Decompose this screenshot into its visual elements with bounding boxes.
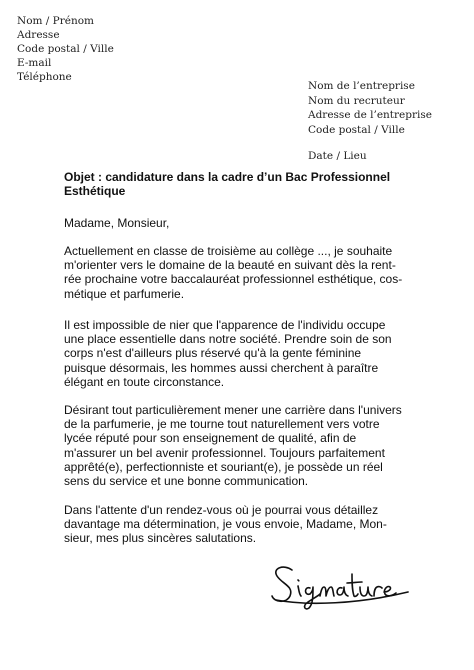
paragraph-line: Désirant tout particulièrement mener une carrière dans l'univers	[64, 403, 402, 417]
paragraph-line: m'assurer un bel avenir professionnel. Toujours parfaitement	[64, 445, 385, 460]
paragraph-4	[64, 503, 416, 546]
sender-address: Adresse	[17, 29, 60, 41]
paragraph-line: Dans l'attente d'un rendez-vous où je pourrai vous détaillez	[64, 503, 379, 517]
subject-line-1: Objet : candidature dans la cadre d’un Bac Professionnel	[64, 170, 391, 184]
handwritten-signature	[268, 556, 418, 612]
paragraph-1	[64, 244, 416, 301]
paragraph-line: métique et parfumerie.	[64, 286, 185, 301]
sender-email: E-mail	[17, 57, 52, 69]
paragraph-line: rée prochaine votre baccalauréat professionnel esthétique, cos-	[64, 272, 403, 287]
paragraph-line: sens du service et une bonne communication.	[64, 474, 309, 489]
subject-line	[64, 170, 424, 198]
salutation: Madame, Monsieur,	[64, 216, 170, 230]
sender-name: Nom / Prénom	[17, 15, 95, 27]
paragraph-line: élégant en toute circonstance.	[64, 374, 225, 389]
paragraph-line: m'orienter vers le domaine de la beauté en suivant dès la rent-	[64, 258, 396, 273]
recipient-recruiter: Nom du recruteur	[308, 94, 405, 107]
sender-phone: Téléphone	[17, 71, 72, 83]
recipient-block	[308, 79, 432, 137]
date-place: Date / Lieu	[308, 150, 367, 162]
paragraph-line: puisque désormais, les hommes aussi cherchent à paraître	[64, 360, 379, 375]
subject-line-2: Esthétique	[64, 184, 126, 198]
recipient-company: Nom de l’entreprise	[308, 80, 415, 92]
paragraph-line: apprêté(e), perfectionniste et souriant(e), je possède un réel	[64, 459, 383, 474]
paragraph-line: lycée réputé pour son enseignement de qualité, afin de	[64, 431, 357, 446]
paragraph-line: sieur, mes plus sincères salutations.	[64, 531, 257, 546]
paragraph-line: corps n'est d'ailleurs plus réservé qu'à la gente féminine	[64, 346, 362, 361]
paragraph-line: une place essentielle dans notre société. Prendre soin de son	[64, 332, 392, 347]
paragraph-line: davantage ma détermination, je vous envoie, Madame, Mon-	[64, 517, 387, 532]
recipient-address: Adresse de l’entreprise	[308, 109, 432, 121]
paragraph-line: de la parfumerie, je me tourne tout naturellement vers votre	[64, 417, 380, 432]
sender-postal-city: Code postal / Ville	[17, 43, 114, 55]
sender-block	[17, 14, 114, 84]
recipient-postal-city: Code postal / Ville	[308, 123, 405, 136]
paragraph-3	[64, 403, 416, 488]
paragraph-2	[64, 318, 416, 389]
paragraph-line: Actuellement en classe de troisième au collège ..., je souhaite	[64, 244, 393, 258]
paragraph-line: Il est impossible de nier que l'apparence de l'individu occupe	[64, 318, 386, 332]
